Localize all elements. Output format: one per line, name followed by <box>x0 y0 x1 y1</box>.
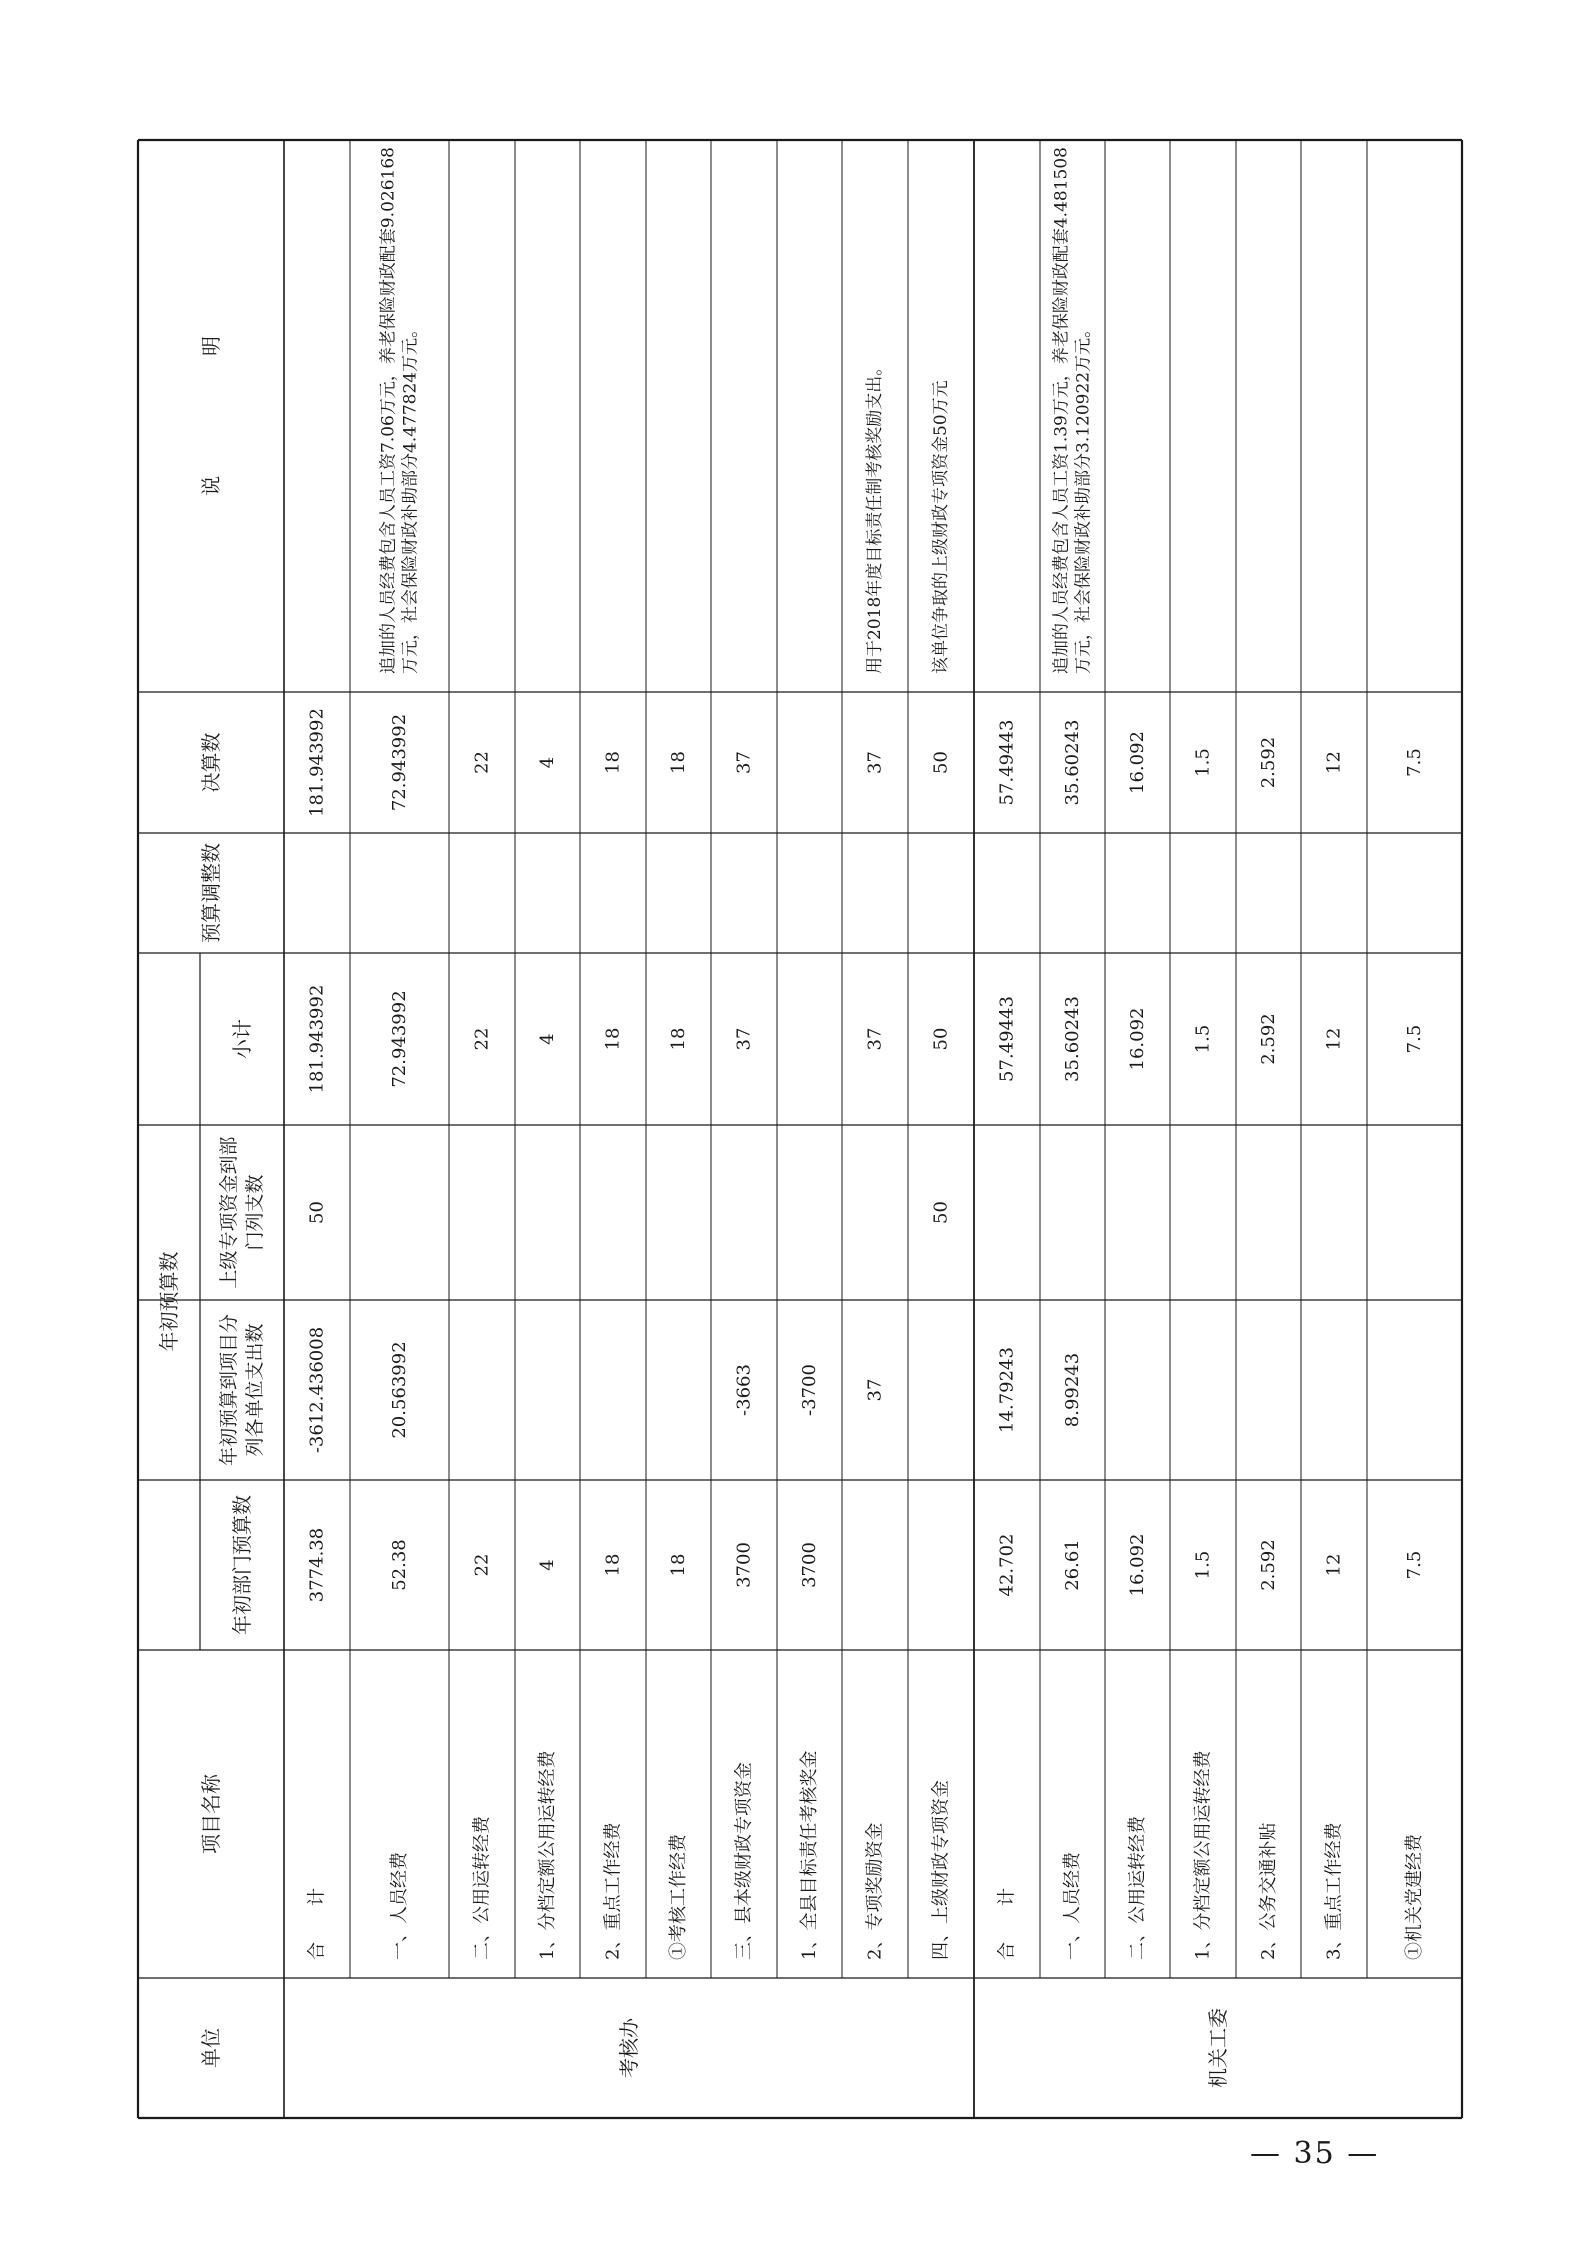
row-alloc-10: 14.79243 <box>996 1347 1018 1433</box>
row-dept-10: 42.702 <box>996 1533 1018 1597</box>
unit-jiguangongwei: 机关工委 <box>1206 2008 1230 2088</box>
row-dept-4: 18 <box>602 1553 624 1577</box>
header-subtotal: 小计 <box>230 1019 254 1059</box>
row-name-6: 三、县本级财政专项资金 <box>733 1762 755 1960</box>
row-alloc-11: 8.99243 <box>1062 1352 1083 1428</box>
row-note-11-1: 万元，社会保险财政补助部分3.120922万元。 <box>1073 320 1094 674</box>
row-name-11: 一、人员经费 <box>1062 1852 1083 1960</box>
row-name-3: 1、分档定额公用运转经费 <box>537 1750 558 1960</box>
row-sub-8: 37 <box>864 1027 886 1051</box>
row-final-6: 37 <box>733 751 755 774</box>
row-final-14: 2.592 <box>1258 736 1279 789</box>
row-name-14: 2、公务交通补贴 <box>1258 1822 1279 1960</box>
row-dept-13: 1.5 <box>1192 1550 1214 1580</box>
header-upper-line1: 上级专项资金到部 <box>218 1136 240 1289</box>
row-final-11: 35.60243 <box>1062 719 1083 806</box>
row-alloc-1: 20.563992 <box>389 1341 410 1439</box>
row-final-12: 16.092 <box>1127 731 1148 794</box>
row-note-11-0: 追加的人员经费包含人员工资1.39万元，养老保险财政配套4.481508 <box>1051 147 1072 674</box>
header-unit: 单位 <box>199 2028 223 2068</box>
header-final: 决算数 <box>199 732 223 793</box>
row-sub-13: 1.5 <box>1192 1024 1214 1054</box>
page-number: — 35 — <box>1250 2136 1380 2171</box>
row-sub-6: 37 <box>733 1027 755 1051</box>
row-sub-2: 22 <box>471 1027 493 1051</box>
header-upper-line2: 门列支数 <box>244 1174 266 1251</box>
row-sub-0: 181.943992 <box>306 984 328 1094</box>
row-dept-12: 16.092 <box>1127 1533 1148 1597</box>
row-alloc-0: -3612.436008 <box>306 1326 328 1454</box>
row-name-5: ①考核工作经费 <box>668 1834 689 1960</box>
row-final-10: 57.49443 <box>996 719 1018 806</box>
row-dept-11: 26.61 <box>1062 1539 1083 1591</box>
row-alloc-7: -3700 <box>799 1364 820 1416</box>
header-project-name: 项目名称 <box>199 1774 223 1854</box>
row-name-0: 合 计 <box>306 1888 328 1960</box>
row-final-15: 12 <box>1323 751 1345 774</box>
row-final-1: 72.943992 <box>389 713 410 812</box>
row-sub-4: 18 <box>602 1027 624 1051</box>
row-dept-2: 22 <box>471 1553 493 1577</box>
row-name-10: 合 计 <box>996 1888 1018 1960</box>
row-final-16: 7.5 <box>1404 748 1425 777</box>
row-name-16: ①机关党建经费 <box>1404 1834 1425 1960</box>
unit-kaoheban: 考核办 <box>617 2018 641 2078</box>
row-name-4: 2、重点工作经费 <box>602 1822 624 1960</box>
row-sub-1: 72.943992 <box>389 990 410 1088</box>
row-note-8-0: 用于2018年度目标责任制考核奖励支出。 <box>865 358 885 674</box>
row-final-0: 181.943992 <box>306 708 328 817</box>
header-alloc-line1: 年初预算到项目分 <box>218 1313 240 1467</box>
row-alloc-8: 37 <box>864 1378 886 1402</box>
row-dept-0: 3774.38 <box>306 1527 328 1603</box>
row-upper-9: 50 <box>930 1201 952 1224</box>
row-name-2: 二、公用运转经费 <box>471 1816 493 1960</box>
row-sub-10: 57.49443 <box>996 996 1018 1082</box>
row-name-1: 一、人员经费 <box>389 1852 410 1960</box>
row-final-2: 22 <box>471 751 493 774</box>
row-dept-3: 4 <box>537 1559 558 1571</box>
row-upper-0: 50 <box>306 1201 328 1224</box>
row-final-9: 50 <box>930 751 952 774</box>
header-alloc-line2: 列各单位支出数 <box>244 1323 266 1457</box>
row-final-4: 18 <box>602 751 624 774</box>
row-note-1-1: 万元，社会保险财政补助部分4.477824万元。 <box>400 320 421 674</box>
row-final-3: 4 <box>537 756 558 769</box>
row-dept-14: 2.592 <box>1258 1539 1279 1591</box>
row-sub-16: 7.5 <box>1404 1024 1425 1054</box>
row-sub-11: 35.60243 <box>1062 996 1083 1082</box>
row-sub-3: 4 <box>537 1033 558 1045</box>
row-final-5: 18 <box>668 751 689 774</box>
header-dept-budget: 年初部门预算数 <box>230 1495 254 1635</box>
row-dept-7: 3700 <box>799 1542 820 1588</box>
row-sub-9: 50 <box>930 1027 952 1051</box>
row-name-8: 2、专项奖励资金 <box>864 1822 886 1960</box>
row-note-9-0: 该单位争取的上级财政专项资金50万元 <box>931 380 951 674</box>
header-adjust: 预算调整数 <box>199 843 223 943</box>
row-dept-16: 7.5 <box>1404 1550 1425 1580</box>
row-sub-12: 16.092 <box>1127 1007 1148 1071</box>
header-note: 说 明 <box>199 336 223 496</box>
row-dept-5: 18 <box>668 1553 689 1577</box>
row-alloc-6: -3663 <box>733 1364 755 1416</box>
row-name-13: 1、分档定额公用运转经费 <box>1192 1750 1214 1960</box>
row-name-7: 1、全县目标责任考核奖金 <box>799 1750 820 1960</box>
row-dept-1: 52.38 <box>389 1539 410 1591</box>
table-text <box>157 147 1425 2088</box>
row-name-9: 四、上级财政专项资金 <box>930 1780 952 1960</box>
row-sub-14: 2.592 <box>1258 1013 1279 1065</box>
row-sub-15: 12 <box>1323 1027 1345 1051</box>
row-dept-6: 3700 <box>733 1542 755 1588</box>
row-final-13: 1.5 <box>1192 748 1214 777</box>
row-sub-5: 18 <box>668 1027 689 1051</box>
header-budget-group: 年初预算数 <box>157 1251 181 1352</box>
row-note-1-0: 追加的人员经费包含人员工资7.06万元，养老保险财政配套9.026168 <box>378 147 399 674</box>
row-final-8: 37 <box>864 751 886 774</box>
row-dept-15: 12 <box>1323 1553 1345 1577</box>
row-name-12: 二、公用运转经费 <box>1127 1816 1148 1960</box>
row-name-15: 3、重点工作经费 <box>1323 1822 1345 1960</box>
